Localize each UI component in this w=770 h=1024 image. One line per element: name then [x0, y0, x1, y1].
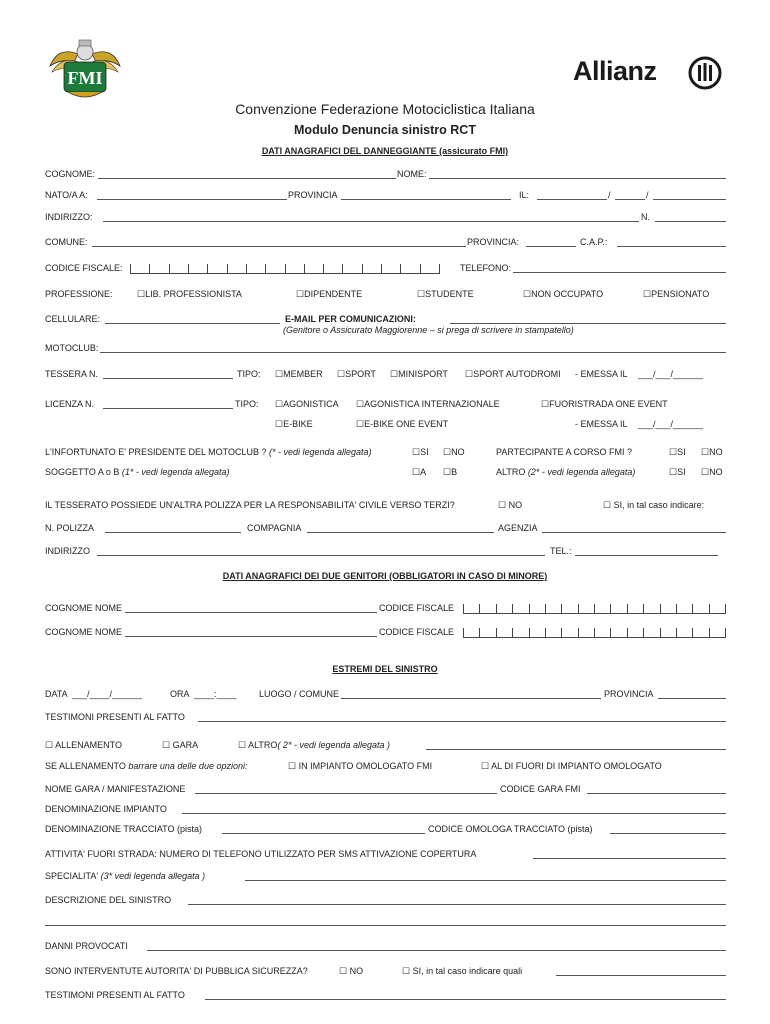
label-altra-polizza: IL TESSERATO POSSIEDE UN'ALTRA POLIZZA PER LA RESPONSABILITA' CIVILE VERSO TERZI?	[45, 500, 455, 510]
label-n-polizza: N. POLIZZA	[45, 523, 95, 533]
label-danni: DANNI PROVOCATI	[45, 941, 128, 951]
row-altra-polizza	[45, 499, 726, 511]
licenza-field[interactable]	[103, 408, 233, 409]
codice-fiscale-cell-divider	[381, 264, 382, 273]
indirizzo-polizza-field[interactable]	[97, 555, 545, 556]
specialita-field[interactable]	[245, 880, 726, 881]
cap-field[interactable]	[617, 246, 726, 247]
codice-fiscale-cell-divider	[479, 628, 480, 637]
row-se-allenamento	[45, 760, 726, 772]
data-nascita-day[interactable]	[537, 199, 607, 200]
checkbox-autorita-no[interactable]: ☐ NO	[339, 966, 364, 976]
genitore-1-nome-field[interactable]	[125, 612, 377, 613]
row-descrizione	[45, 894, 726, 906]
checkbox-pensionato[interactable]: ☐PENSIONATO	[643, 289, 710, 299]
codice-fiscale-cell-divider	[545, 604, 546, 613]
checkbox-altro-si[interactable]: ☐SI	[669, 467, 686, 477]
codice-fiscale-cell-divider	[660, 604, 661, 613]
slash: /	[608, 190, 611, 200]
row-professione	[45, 288, 726, 300]
row-nascita	[45, 189, 726, 201]
indirizzo-field[interactable]	[103, 221, 639, 222]
row-specialita	[45, 870, 726, 882]
checkbox-altro-no[interactable]: ☐NO	[701, 467, 723, 477]
label-indirizzo-polizza: INDIRIZZO	[45, 546, 90, 556]
provincia-sinistro-field[interactable]	[658, 698, 726, 699]
row-denominazione-impianto	[45, 803, 726, 815]
checkbox-presidente-si[interactable]: ☐SI	[412, 447, 429, 457]
codice-fiscale-cell-divider	[643, 604, 644, 613]
label-motoclub: MOTOCLUB:	[45, 343, 99, 353]
email-note: (Genitore o Assicurato Maggiorenne – si prega di scrivere in stampatello)	[283, 325, 574, 335]
row-tessera	[45, 368, 726, 380]
descrizione-field-line-2[interactable]	[45, 925, 726, 926]
checkbox-partecipante-si[interactable]: ☐SI	[669, 447, 686, 457]
checkbox-sport-autodromi[interactable]: ☐SPORT AUTODROMI	[465, 369, 561, 379]
row-indirizzo	[45, 211, 726, 223]
agenzia-field[interactable]	[542, 532, 726, 533]
danni-field[interactable]	[147, 950, 726, 951]
luogo-nascita-field[interactable]	[97, 199, 287, 200]
label-provincia-sinistro: PROVINCIA	[604, 689, 654, 699]
codice-fiscale-cell-divider	[463, 628, 464, 637]
genitore-1-codice-fiscale-boxes[interactable]	[463, 604, 726, 614]
allianz-logo	[573, 54, 725, 92]
codice-fiscale-cell-divider	[545, 628, 546, 637]
label-comune: COMUNE:	[45, 237, 88, 247]
row-data-ora-luogo	[45, 688, 726, 700]
codice-fiscale-cell-divider	[130, 264, 131, 273]
label-attivita-fuori-strada: ATTIVITA' FUORI STRADA: NUMERO DI TELEFONO UTILIZZATO PER SMS ATTIVAZIONE COPERTURA	[45, 849, 477, 859]
codice-fiscale-cell-divider	[709, 604, 710, 613]
label-agenzia: AGENZIA	[498, 523, 538, 533]
label-indirizzo: INDIRIZZO:	[45, 212, 93, 222]
data-nascita-year[interactable]	[653, 199, 726, 200]
ora-field[interactable]: ____:____	[194, 689, 237, 699]
label-autorita: SONO INTERVENTUTE AUTORITA' DI PUBBLICA SICUREZZA?	[45, 966, 308, 976]
codice-fiscale-cell-divider	[643, 628, 644, 637]
label-cognome-nome-2: COGNOME NOME	[45, 627, 123, 637]
codice-fiscale-cell-divider	[479, 604, 480, 613]
label-provincia: PROVINCIA:	[467, 237, 520, 247]
codice-fiscale-cell-divider	[529, 628, 530, 637]
codice-fiscale-cell-divider	[561, 628, 562, 637]
cellulare-field[interactable]	[105, 323, 280, 324]
row-codice-fiscale	[45, 262, 726, 274]
compagnia-field[interactable]	[307, 532, 494, 533]
allianz-eagle-icon	[688, 56, 722, 90]
checkbox-member[interactable]: ☐MEMBER	[275, 369, 323, 379]
autorita-field[interactable]	[556, 975, 726, 976]
section-sinistro-heading: ESTREMI DEL SINISTRO	[332, 664, 438, 674]
codice-fiscale-cell-divider	[610, 628, 611, 637]
codice-fiscale-cell-divider	[660, 628, 661, 637]
label-cognome-nome-1: COGNOME NOME	[45, 603, 123, 613]
label-nome: NOME:	[397, 169, 427, 179]
checkbox-non-occupato[interactable]: ☐NON OCCUPATO	[523, 289, 604, 299]
n-polizza-field[interactable]	[105, 532, 241, 533]
label-provincia-nascita: PROVINCIA	[288, 190, 338, 200]
codice-fiscale-cell-divider	[676, 628, 677, 637]
label-cognome: COGNOME:	[45, 169, 96, 179]
codice-fiscale-cell-divider	[578, 628, 579, 637]
motoclub-field[interactable]	[100, 352, 726, 353]
checkbox-soggetto-a[interactable]: ☐A	[412, 467, 427, 477]
codice-fiscale-cell-divider	[285, 264, 286, 273]
label-codice-fiscale-2: CODICE FISCALE	[379, 627, 455, 637]
codice-fiscale-cell-divider	[676, 604, 677, 613]
label-professione: PROFESSIONE:	[45, 289, 113, 299]
checkbox-presidente-no[interactable]: ☐NO	[443, 447, 465, 457]
sms-telefono-field[interactable]	[533, 858, 726, 859]
codice-fiscale-cell-divider	[496, 604, 497, 613]
row-tracciato	[45, 823, 726, 835]
codice-fiscale-cell-divider	[725, 628, 726, 637]
codice-fiscale-cell-divider	[246, 264, 247, 273]
label-tessera: TESSERA N.	[45, 369, 99, 379]
label-licenza: LICENZA N.	[45, 399, 95, 409]
label-codice-omologa: CODICE OMOLOGA TRACCIATO (pista)	[428, 824, 593, 834]
label-email: E-MAIL PER COMUNICAZIONI:	[285, 314, 416, 324]
tessera-date-field[interactable]: ___/___/______	[638, 369, 704, 379]
codice-fiscale-cell-divider	[227, 264, 228, 273]
fmi-logo-text: FMI	[67, 68, 103, 88]
row-soggetto	[45, 466, 726, 478]
label-codice-gara: CODICE GARA FMI	[500, 784, 581, 794]
codice-fiscale-cell-divider	[578, 604, 579, 613]
nome-gara-field[interactable]	[195, 793, 497, 794]
label-tipo-licenza: TIPO:	[235, 399, 259, 409]
label-altro: ALTRO (2* - vedi legenda allegata)	[496, 467, 636, 477]
label-descrizione: DESCRIZIONE DEL SINISTRO	[45, 895, 172, 905]
tel-polizza-field[interactable]	[575, 555, 718, 556]
label-data: DATA	[45, 689, 68, 699]
slash: /	[646, 190, 649, 200]
checkbox-allenamento[interactable]: ☐ ALLENAMENTO	[45, 740, 122, 750]
codice-fiscale-cell-divider	[512, 604, 513, 613]
codice-fiscale-cell-divider	[512, 628, 513, 637]
codice-fiscale-cell-divider	[207, 264, 208, 273]
codice-fiscale-cell-divider	[400, 264, 401, 273]
codice-fiscale-cell-divider	[188, 264, 189, 273]
label-specialita: SPECIALITA' (3* vedi legenda allegata )	[45, 871, 206, 881]
codice-fiscale-cell-divider	[529, 604, 530, 613]
row-comune	[45, 236, 726, 248]
codice-fiscale-cell-divider	[725, 604, 726, 613]
codice-fiscale-cell-divider	[149, 264, 150, 273]
row-polizza-dettagli	[45, 522, 726, 534]
checkbox-gara[interactable]: ☐ GARA	[162, 740, 199, 750]
codice-fiscale-boxes[interactable]	[130, 264, 440, 274]
row-danni	[45, 940, 726, 952]
row-nome-gara	[45, 783, 726, 795]
codice-fiscale-cell-divider	[265, 264, 266, 273]
label-tipo-tessera: TIPO:	[237, 369, 261, 379]
row-presidente	[45, 446, 726, 458]
codice-fiscale-cell-divider	[709, 628, 710, 637]
checkbox-dipendente[interactable]: ☐DIPENDENTE	[296, 289, 363, 299]
checkbox-minisport[interactable]: ☐MINISPORT	[390, 369, 448, 379]
codice-fiscale-cell-divider	[304, 264, 305, 273]
checkbox-fuori-impianto[interactable]: ☐ AL DI FUORI DI IMPIANTO OMOLOGATO	[481, 761, 662, 771]
checkbox-autorita-si[interactable]: ☐ SI, in tal caso indicare quali	[402, 966, 523, 976]
luogo-field[interactable]	[341, 698, 601, 699]
row-autorita	[45, 965, 726, 977]
label-codice-fiscale-1: CODICE FISCALE	[379, 603, 455, 613]
checkbox-ebike[interactable]: ☐E-BIKE	[275, 419, 313, 429]
codice-fiscale-cell-divider	[420, 264, 421, 273]
row-descrizione-2	[45, 915, 726, 927]
data-sinistro-field[interactable]: ___/____/______	[72, 689, 143, 699]
label-testimoni: TESTIMONI PRESENTI AL FATTO	[45, 712, 185, 722]
label-luogo: LUOGO / COMUNE	[259, 689, 340, 699]
cognome-field[interactable]	[98, 178, 396, 179]
checkbox-ebike-one-event[interactable]: ☐E-BIKE ONE EVENT	[356, 419, 449, 429]
row-licenza	[45, 398, 726, 410]
checkbox-agonistica-internazionale[interactable]: ☐AGONISTICA INTERNAZIONALE	[356, 399, 500, 409]
row-testimoni-2	[45, 989, 726, 1001]
row-testimoni	[45, 711, 726, 723]
label-codice-fiscale: CODICE FISCALE:	[45, 263, 123, 273]
codice-fiscale-cell-divider	[692, 604, 693, 613]
label-testimoni-2: TESTIMONI PRESENTI AL FATTO	[45, 990, 185, 1000]
codice-fiscale-cell-divider	[594, 604, 595, 613]
genitore-2-codice-fiscale-boxes[interactable]	[463, 628, 726, 638]
genitore-2-nome-field[interactable]	[125, 636, 377, 637]
row-tipo-attivita	[45, 739, 726, 751]
comune-field[interactable]	[92, 246, 466, 247]
label-emessa-licenza: - EMESSA IL	[575, 419, 628, 429]
testimoni-field[interactable]	[198, 721, 726, 722]
codice-fiscale-cell-divider	[692, 628, 693, 637]
codice-fiscale-cell-divider	[439, 264, 440, 273]
label-ora: ORA	[170, 689, 190, 699]
codice-fiscale-cell-divider	[323, 264, 324, 273]
denominazione-tracciato-field[interactable]	[222, 833, 425, 834]
denominazione-impianto-field[interactable]	[182, 813, 726, 814]
row-genitore-2	[45, 626, 726, 638]
label-presidente: L'INFORTUNATO E' PRESIDENTE DEL MOTOCLUB ? (* - vedi legenda allegata)	[45, 447, 372, 457]
row-genitore-1	[45, 602, 726, 614]
checkbox-studente[interactable]: ☐STUDENTE	[417, 289, 474, 299]
codice-fiscale-cell-divider	[362, 264, 363, 273]
checkbox-partecipante-no[interactable]: ☐NO	[701, 447, 723, 457]
checkbox-fuoristrada-one-event[interactable]: ☐FUORISTRADA ONE EVENT	[541, 399, 668, 409]
civico-field[interactable]	[655, 221, 726, 222]
label-tel: TEL.:	[550, 546, 572, 556]
label-soggetto: SOGGETTO A o B (1* - vedi legenda allegata)	[45, 467, 230, 477]
descrizione-field[interactable]	[188, 904, 726, 905]
row-licenza-2	[45, 418, 726, 430]
label-il: IL:	[519, 190, 530, 200]
data-nascita-month[interactable]	[615, 199, 645, 200]
fmi-logo	[48, 36, 122, 102]
checkbox-agonistica[interactable]: ☐AGONISTICA	[275, 399, 339, 409]
label-denominazione-impianto: DENOMINAZIONE IMPIANTO	[45, 804, 167, 814]
checkbox-polizza-no[interactable]: ☐ NO	[498, 500, 523, 510]
label-emessa-tessera: - EMESSA IL	[575, 369, 628, 379]
codice-fiscale-cell-divider	[594, 628, 595, 637]
form-title: Convenzione Federazione Motociclistica Italiana	[235, 101, 535, 117]
codice-omologa-field[interactable]	[610, 833, 726, 834]
codice-fiscale-cell-divider	[169, 264, 170, 273]
provincia-field[interactable]	[526, 246, 576, 247]
codice-fiscale-cell-divider	[496, 628, 497, 637]
label-nome-gara: NOME GARA / MANIFESTAZIONE	[45, 784, 186, 794]
checkbox-polizza-si[interactable]: ☐ SI, in tal caso indicare:	[603, 500, 705, 510]
codice-fiscale-cell-divider	[342, 264, 343, 273]
row-cognome-nome	[45, 168, 726, 180]
tessera-field[interactable]	[103, 378, 233, 379]
allianz-wordmark: Allianz	[573, 56, 657, 86]
row-motoclub	[45, 342, 726, 354]
checkbox-sport[interactable]: ☐SPORT	[337, 369, 376, 379]
codice-gara-field[interactable]	[587, 793, 726, 794]
altro-attivita-field[interactable]	[426, 749, 726, 750]
section-danneggiante-heading: DATI ANAGRAFICI DEL DANNEGGIANTE (assicurato FMI)	[261, 146, 509, 156]
provincia-nascita-field[interactable]	[341, 199, 511, 200]
codice-fiscale-cell-divider	[561, 604, 562, 613]
label-telefono: TELEFONO:	[460, 263, 512, 273]
checkbox-soggetto-b[interactable]: ☐B	[443, 467, 458, 477]
label-nato: NATO/A A:	[45, 190, 88, 200]
label-cap: C.A.P.:	[580, 237, 608, 247]
label-cellulare: CELLULARE:	[45, 314, 101, 324]
checkbox-lib-professionista[interactable]: ☐LIB. PROFESSIONISTA	[137, 289, 242, 299]
label-partecipante: PARTECIPANTE A CORSO FMI ?	[496, 447, 633, 457]
nome-field[interactable]	[429, 178, 726, 179]
label-n: N.	[641, 212, 650, 222]
telefono-field[interactable]	[513, 272, 726, 273]
codice-fiscale-cell-divider	[627, 628, 628, 637]
checkbox-in-impianto[interactable]: ☐ IN IMPIANTO OMOLOGATO FMI	[288, 761, 433, 771]
testimoni-field-2[interactable]	[205, 999, 726, 1000]
codice-fiscale-cell-divider	[610, 604, 611, 613]
licenza-date-field[interactable]: ___/___/______	[638, 419, 704, 429]
form-subtitle: Modulo Denuncia sinistro RCT	[294, 123, 476, 137]
codice-fiscale-cell-divider	[463, 604, 464, 613]
checkbox-altro-attivita[interactable]: ☐ ALTRO( 2* - vedi legenda allegata )	[238, 740, 391, 750]
label-denominazione-tracciato: DENOMINAZIONE TRACCIATO (pista)	[45, 824, 203, 834]
label-se-allenamento: SE ALLENAMENTO barrare una delle due opzioni:	[45, 761, 248, 771]
section-genitori-heading: DATI ANAGRAFICI DEI DUE GENITORI (OBBLIGATORI IN CASO DI MINORE)	[222, 571, 548, 581]
row-attivita-fuori-strada	[45, 848, 726, 860]
label-compagnia: COMPAGNIA	[247, 523, 302, 533]
codice-fiscale-cell-divider	[627, 604, 628, 613]
row-polizza-indirizzo	[45, 545, 726, 557]
